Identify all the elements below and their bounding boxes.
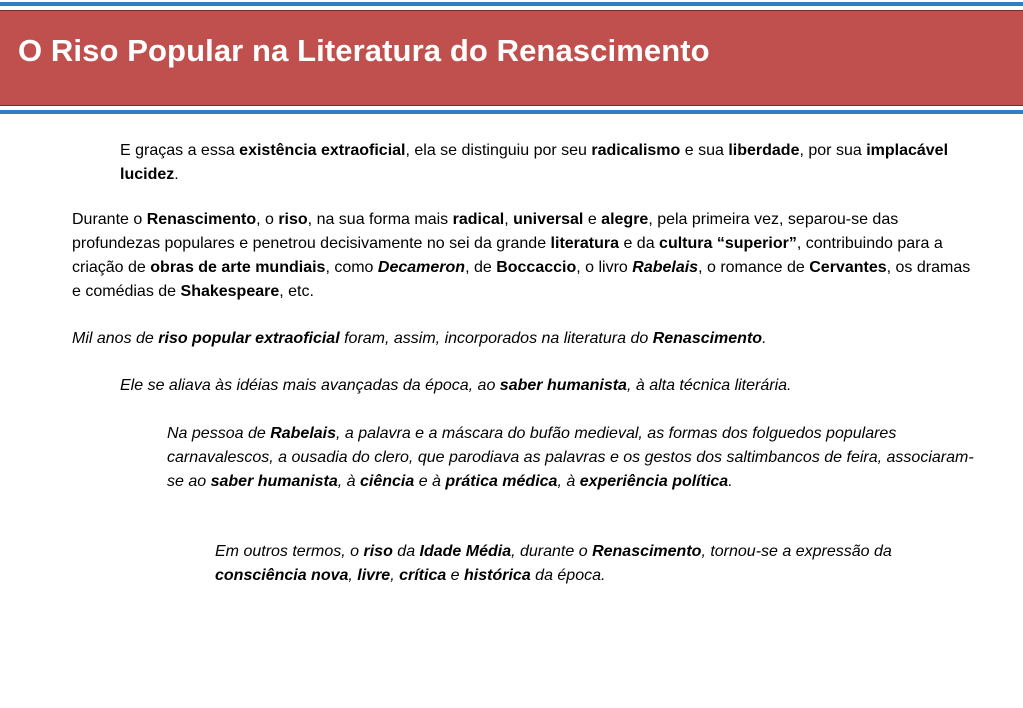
- text-run: e: [446, 567, 465, 584]
- text-run: , os dramas e comédias de: [72, 259, 971, 300]
- emphasis-term: implacável lucidez: [120, 142, 949, 183]
- emphasis-term: obras de arte mundiais: [150, 259, 326, 276]
- text-run: , pela primeira vez, separou-se das profundezas populares e penetrou decisivamente no sei da grande: [72, 211, 899, 252]
- paragraph-new-consciousness: [215, 540, 975, 588]
- text-run: , à: [337, 473, 360, 490]
- emphasis-term: prática médica: [445, 473, 558, 490]
- emphasis-term: literatura: [550, 235, 620, 252]
- text-run: Em outros termos, o: [215, 543, 364, 560]
- text-run: e à: [414, 473, 446, 490]
- emphasis-term: riso popular extraoficial: [158, 330, 340, 347]
- text-run: .: [728, 473, 733, 490]
- emphasis-term: radical: [452, 211, 505, 228]
- text-run: , ela se distinguiu por seu: [405, 142, 592, 159]
- emphasis-term: Cervantes: [809, 259, 887, 276]
- emphasis-term: Renascimento: [652, 330, 763, 347]
- text-run: , tornou-se a expressão da: [701, 543, 892, 560]
- text-run: , etc.: [279, 283, 314, 300]
- text-run: , à: [557, 473, 580, 490]
- text-run: , por sua: [799, 142, 867, 159]
- emphasis-term: existência extraoficial: [239, 142, 406, 159]
- text-run: , a palavra e a máscara do bufão medieval, as formas dos folguedos populares carnavalescos, a ousadia do clero, que parodiava as palavras e os gestos dos saltimbancos de feira, associaram-se ao: [167, 425, 974, 490]
- emphasis-term: crítica: [399, 567, 447, 584]
- emphasis-term: saber humanista: [499, 377, 627, 394]
- emphasis-term: Decameron: [377, 259, 466, 276]
- text-run: Mil anos de: [72, 330, 159, 347]
- emphasis-term: riso: [363, 543, 393, 560]
- emphasis-term: universal: [513, 211, 584, 228]
- paragraph-renaissance-laughter: [72, 208, 972, 304]
- text-run: Durante o: [72, 211, 147, 228]
- text-run: ,: [348, 567, 358, 584]
- text-run: E graças a essa: [120, 142, 240, 159]
- text-run: , durante o: [511, 543, 593, 560]
- emphasis-term: Shakespeare: [180, 283, 280, 300]
- text-run: , de: [465, 259, 497, 276]
- text-run: e sua: [680, 142, 729, 159]
- title-banner: [0, 10, 1023, 106]
- emphasis-term: livre: [357, 567, 391, 584]
- text-run: , o livro: [576, 259, 633, 276]
- text-run: e da: [619, 235, 660, 252]
- text-run: , à alta técnica literária.: [626, 377, 792, 394]
- emphasis-term: alegre: [601, 211, 649, 228]
- emphasis-term: Renascimento: [146, 211, 257, 228]
- text-run: ,: [390, 567, 400, 584]
- emphasis-term: experiência política: [579, 473, 729, 490]
- text-run: da época.: [530, 567, 606, 584]
- emphasis-term: saber humanista: [210, 473, 338, 490]
- text-run: , o romance de: [698, 259, 810, 276]
- bottom-accent-rule: [0, 110, 1023, 114]
- text-run: Ele se aliava às idéias mais avançadas da época, ao: [120, 377, 500, 394]
- emphasis-term: radicalismo: [591, 142, 681, 159]
- emphasis-term: Idade Média: [419, 543, 512, 560]
- text-run: e: [583, 211, 602, 228]
- emphasis-term: liberdade: [728, 142, 800, 159]
- emphasis-term: histórica: [464, 567, 531, 584]
- text-run: foram, assim, incorporados na literatura do: [339, 330, 653, 347]
- text-run: .: [174, 166, 179, 183]
- paragraph-rabelais: [167, 422, 987, 494]
- text-run: .: [762, 330, 767, 347]
- emphasis-term: ciência: [359, 473, 415, 490]
- emphasis-term: consciência nova: [215, 567, 349, 584]
- text-run: , contribuindo para a criação de: [72, 235, 943, 276]
- paragraph-humanist-knowledge: [120, 374, 1000, 398]
- text-run: , na sua forma mais: [307, 211, 453, 228]
- text-run: , o: [256, 211, 279, 228]
- text-run: da: [392, 543, 420, 560]
- emphasis-term: Boccaccio: [496, 259, 577, 276]
- emphasis-term: riso: [278, 211, 308, 228]
- emphasis-term: Rabelais: [270, 425, 336, 442]
- slide-title: O Riso Popular na Literatura do Renascimento: [18, 33, 710, 68]
- text-run: Na pessoa de: [167, 425, 271, 442]
- text-run: , como: [325, 259, 378, 276]
- top-accent-rule: [0, 2, 1023, 6]
- paragraph-thousand-years: [72, 327, 972, 351]
- paragraph-extraofficial-existence: [120, 139, 1000, 187]
- emphasis-term: Rabelais: [632, 259, 699, 276]
- text-run: ,: [504, 211, 514, 228]
- emphasis-term: Renascimento: [592, 543, 702, 560]
- emphasis-term: cultura “superior”: [659, 235, 797, 252]
